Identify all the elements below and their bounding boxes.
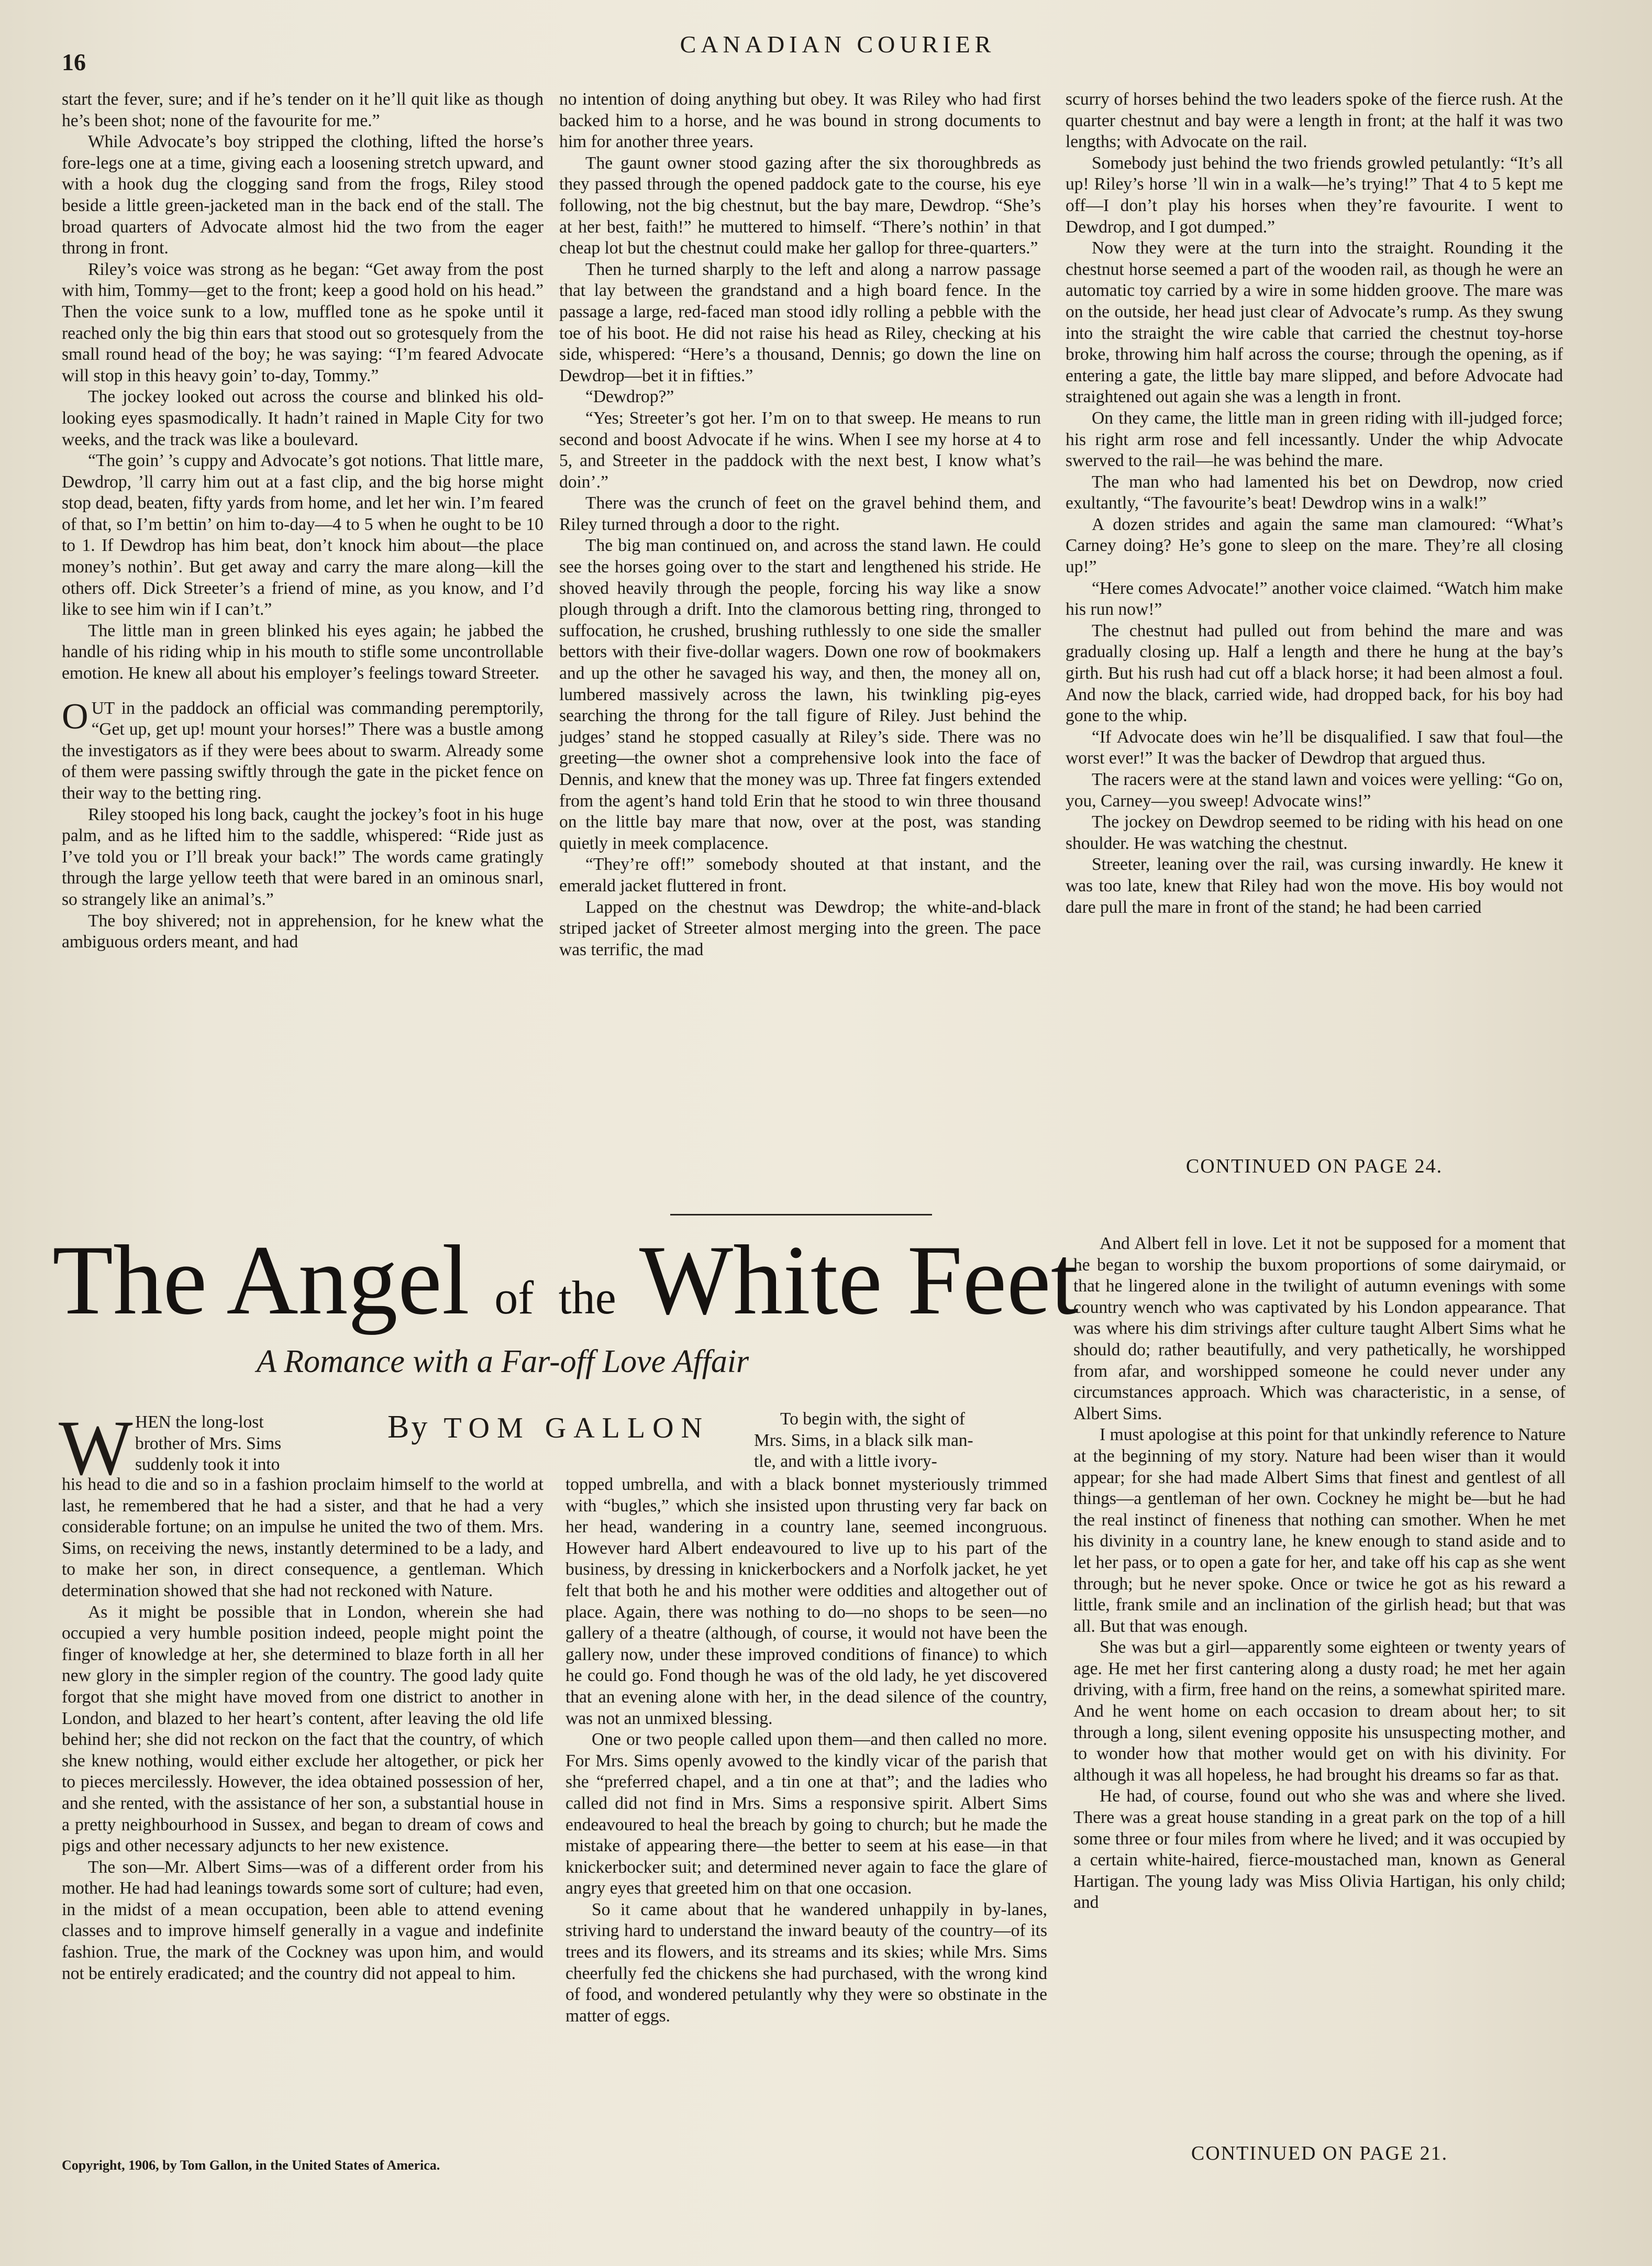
paragraph: The racers were at the stand lawn and voices were yelling: “Go on, you, Carney—you sweep! Advocate wins!” [1066,770,1563,811]
paragraph: The little man in green blinked his eyes again; he jabbed the handle of his riding whip in his mouth to stifle some uncontrollable emotion. He knew all about his employer’s feelings toward Streeter. [62,621,544,683]
paragraph: “If Advocate does win he’ll be disqualified. I saw that foul—the worst ever!” It was the backer of Dewdrop that argued thus. [1066,727,1563,768]
paragraph: So it came about that he wandered unhappily in by-lanes, striving hard to understand the inward beauty of the country—of its trees and its flowers, and its streams and its skies; while Mrs. Sims cheerfully fed the chickens she had purchased, with the wrong kind of food, and wondered petulantly why they were so obstinate in the matter of eggs. [566,1899,1047,2026]
paragraph: While Advocate’s boy stripped the clothing, lifted the horse’s fore-legs one at a time, giving each a loosening stretch upward, and with a hook dug the clogging sand from the frogs, Riley stood beside a little green-jacketed man in the back end of the stall. The broad quarters of Advocate almost hid the two from the eager throng in front. [62,132,544,258]
story-subtitle: A Romance with a Far-off Love Affair [257,1344,749,1379]
opening-line: HEN the long-lost [135,1412,264,1432]
story2-column-3 [1073,1233,1566,1914]
section-initial: O [62,696,88,737]
story1-column-2 [559,89,1041,960]
opening-line: tle, and with a little ivory- [754,1452,937,1472]
paragraph: start the fever, sure; and if he’s tender on it he’ll quit like as though he’s been shot; none of the favourite for me.” [62,90,544,130]
page-number: 16 [62,49,86,75]
paragraph: Now they were at the turn into the straight. Rounding it the chestnut horse seemed a part of the wooden rail, as though he were an automatic toy carried by a wire in some hidden groove. The mare was on the outside, her head just clear of Advocate’s rump. As they swung into the straight the wire cable that carried the chestnut toy-horse broke, throwing him half across the course; through the opening, as if entering a gate, the little bay mare slipped, and before Advocate had straightened out again she was a length in front. [1066,238,1563,407]
paragraph: “They’re off!” somebody shouted at that instant, and the emerald jacket fluttered in front. [559,855,1041,896]
opening-line: suddenly took it into [135,1455,280,1475]
paragraph: The big man continued on, and across the stand lawn. He could see the horses going over to the start and lengthened his stride. He shoved heavily through the people, forcing his way like a snow plough through a drift. Into the clamorous betting ring, thronged to suffocation, he crushed, brushing ruthlessly to one side the smaller bettors with their five-dollar wagers. Down one row of bookmakers and up the other he savaged his way, and then, the money all on, lumbered massively across the lawn, his twinkling pig-eyes searching the throng for the tall figure of Riley. Just behind the judges’ stand he stopped casually at Riley’s side. There was no greeting—the owner shot a comprehensive look into the face of Dennis, and knew that the money was up. Three fat fingers extended from the agent’s hand told Erin that he stood to win three thousand on the little bay mare that now, over at the post, was standing quietly in meek complacence. [559,536,1041,853]
opening-line: To begin with, the sight of [780,1409,966,1429]
section-paragraph [62,698,544,804]
paragraph: Lapped on the chestnut was Dewdrop; the white-and-black striped jacket of Streeter almost merging into the green. The pace was terrific, the mad [559,897,1041,959]
byline [387,1409,709,1446]
paragraph: He had, of course, found out who she was and where she lived. There was a great house standing in a great park on the top of a hill some three or four miles from where he lived; and it was occupied by a certain white-haired, fierce-moustached man, known as General Hartigan. The young lady was Miss Olivia Hartigan, his only child; and [1073,1786,1566,1913]
paragraph: On they came, the little man in green riding with ill-judged force; his right arm rose and fell incessantly. Under the whip Advocate swerved to the rail—he was behind the mare. [1066,408,1563,471]
continued-notice-story2: CONTINUED ON PAGE 21. [1191,2142,1448,2164]
story1-column-3 [1066,89,1563,918]
title-part: The Angel [52,1225,470,1335]
story2-column-2-top [754,1409,1047,1473]
paragraph: One or two people called upon them—and then called no more. For Mrs. Sims openly avowed to the kindly vicar of the parish that she “preferred chapel, and a tin one at that”; and the ladies who called did not find in Mrs. Sims a responsive spirit. Albert Sims endeavoured to heal the breach by going to church; but he made the mistake of appearing there—the better to seem at his ease—in that knickerbocker suit; and determined never again to face the glare of angry eyes that greeted him on that one occasion. [566,1730,1047,1898]
paragraph: “Here comes Advocate!” another voice claimed. “Watch him make his run now!” [1066,578,1563,620]
paragraph: I must apologise at this point for that unkindly reference to Nature at the beginning of my story. Nature had been wiser than it would appear; for she had made Albert Sims that finest and gentlest of all things—a gentleman of her own. Cockney he might be—but he had the real instinct of fineness that nothing can smother. When he met his divinity in a country lane, he knew enough to stand aside and to let her pass, or to open a gate for her, and take off his cap as she went through; but he never spoke. Once or twice he got as his reward a little, frank smile and an inclination of the girlish head; but that was all. But that was enough. [1073,1425,1566,1636]
divider-rule [670,1214,932,1215]
drop-initial: W [59,1405,133,1491]
paragraph: Streeter, leaning over the rail, was cursing inwardly. He knew it was too late, knew that Riley had won the move. His boy would not dare pull the mare in front of the stand; he had been carried [1066,855,1563,917]
paragraph: “Dewdrop?” [585,387,674,407]
paragraph: Somebody just behind the two friends growled petulantly: “It’s all up! Riley’s horse ’ll win in a walk—he’s trying!” That 4 to 5 kept me off—I don’t play his horses when they’re favourite. I went to Dewdrop, and I got dumped.” [1066,153,1563,237]
paragraph: The boy shivered; not in apprehension, for he knew what the ambiguous orders meant, and had [62,911,544,952]
story-title [52,1225,1079,1353]
paragraph: his head to die and so in a fashion proclaim himself to the world at last, he remembered that he had a sister, and that he had a very considerable fortune; on an impulse he united the two of them. Mrs. Sims, on receiving the news, instantly determined to be a lady, and to make her son, in direct consequence, a gentleman. Which determination showed that she had not reckoned with Nature. [62,1475,544,1600]
paragraph: “Yes; Streeter’s got her. I’m on to that sweep. He means to run second and boost Advocate if he wins. When I see my horse at 4 to 5, and Streeter in the paddock with the next best, I know what’s doin’.” [559,408,1041,492]
author-name: TOM GALLON [444,1412,709,1444]
title-part: the [558,1272,616,1324]
paragraph: And Albert fell in love. Let it not be supposed for a moment that he began to worship the buxom proportions of some dairymaid, or that he lingered alone in the twilight of autumn evenings with some country wench who was captivated by his London appearance. That was where his dim strivings after culture taught Albert Sims what he should do; rather beautifully, and very pathetically, he worshipped from afar, and worshipped someone he could never under any circumstances approach. Which was characteristic, in a sense, of Albert Sims. [1073,1234,1566,1423]
paragraph: A dozen strides and again the same man clamoured: “What’s Carney doing? He’s gone to sleep on the mare. They’re all closing up!” [1066,514,1563,577]
paragraph: She was but a girl—apparently some eighteen or twenty years of age. He met her first cantering along a dusty road; he met her again driving, with a firm, free hand on the reins, a somewhat spirited mare. And he went home on each occasion to dream about her; to sit through a long, silent evening opposite his unsuspecting mother, and to wonder how that mother would get on with his divinity. For although it was all hopeless, he had brought his dreams so far as that. [1073,1638,1566,1785]
paragraph: The jockey looked out across the course and blinked his old-looking eyes spasmodically. It hadn’t rained in Maple City for two weeks, and the track was like a boulevard. [62,387,544,449]
paragraph: Riley’s voice was strong as he began: “Get away from the post with him, Tommy—get to the front; keep a good hold on his head.” Then the voice sunk to a low, muffled tone as he spoke until it reached only the big thin ears that stood out so grotesquely from the small round head of the boy; he was saying: “I’m feared Advocate will stop in this heavy goin’ to-day, Tommy.” [62,259,544,385]
paragraph: no intention of doing anything but obey. It was Riley who had first backed him to a horse, and he was bound in strong documents to him for another three years. [559,90,1041,152]
story2-column-1 [62,1474,544,1984]
paragraph: topped umbrella, and with a black bonnet mysteriously trimmed with “bugles,” which she insisted upon thrusting very far back on her head, wandering in a country lane, seemed incongruous. However hard Albert endeavoured to live up to his part of the business, by dressing in knickerbockers and a Norfolk jacket, he yet felt that both he and his mother were oddities and altogether out of place. Again, there was nothing to do—no shops to be seen—no gallery of a theatre (although, of course, it would not have been the gallery now, under these improved conditions of finance) to which he could go. Fond though he was of the old lady, he yet discovered that an evening alone with her, in the dead silence of the country, was not an unmixed blessing. [566,1475,1047,1728]
copyright-notice: Copyright, 1906, by Tom Gallon, in the United States of America. [62,2158,440,2173]
story2-column-2 [566,1474,1047,2027]
paragraph: The chestnut had pulled out from behind the mare and was gradually closing up. Half a length and there he hung at the bay’s girth. But his rush had cut off a black horse; it had been almost a foul. And now the black, carried wide, had dropped back, for his boy had gone to the whip. [1066,621,1563,726]
byline-by: By [387,1409,430,1445]
story1-column-1 [62,89,544,953]
opening-line: Mrs. Sims, in a black silk man- [754,1430,973,1450]
opening-line: brother of Mrs. Sims [135,1433,282,1453]
running-head: CANADIAN COURIER [680,31,996,58]
section-text: UT in the paddock an official was commanding peremptorily, “Get up, get up! mount your horses!” There was a bustle among the investigators as if they were bees about to swarm. Already some of them were passing swiftly through the gate in the picket fence on their way to the betting ring. [62,698,544,803]
paragraph: The son—Mr. Albert Sims—was of a different order from his mother. He had had leanings towards some sort of culture; had even, in the midst of a mean occupation, been able to attend evening classes and to improve himself generally in a vague and indefinite fashion. True, the mark of the Cockney was upon him, and would not be entirely eradicated; and the country did not appeal to him. [62,1857,544,1983]
paragraph: scurry of horses behind the two leaders spoke of the fierce rush. At the quarter chestnut and bay were a length in front; at the half it was two lengths; with Advocate on the rail. [1066,90,1563,152]
title-part: of [494,1272,534,1324]
continued-notice-story1: CONTINUED ON PAGE 24. [1185,1155,1443,1177]
paragraph: The man who had lamented his bet on Dewdrop, now cried exultantly, “The favourite’s beat! Dewdrop wins in a walk!” [1066,472,1563,513]
paragraph: “The goin’ ’s cuppy and Advocate’s got notions. That little mare, Dewdrop, ’ll carry him out at a fast clip, and the big horse might stop dead, beaten, fifty yards from home, and let her win. I’m feared of that, so I’m bettin’ on him to-day—4 to 5 when he ought to be 10 to 1. If Dewdrop has him beat, don’t knock him about—the place money’s nothin’. But get away and carry the mare along—kill the others off. Dick Streeter’s a friend of mine, as you know, and I’d like to see him win if I can’t.” [62,451,544,620]
paragraph: As it might be possible that in London, wherein she had occupied a very humble position indeed, people might point the finger of knowledge at her, she determined to blaze forth in all her new glory in the simpler region of the country. The good lady quite forgot that she might have moved from one district to another in London, and blazed to her heart’s content, after leaving the old life behind her; she did not reckon on the fact that the country, of which she knew nothing, would either exclude her altogether, or pick her to pieces mercilessly. However, the idea obtained possession of her, and she rented, with the assistance of her son, a substantial house in a pretty neighbourhood in Sussex, and began to dream of cows and pigs and other necessary adjuncts to her new existence. [62,1602,544,1856]
paragraph: Riley stooped his long back, caught the jockey’s foot in his huge palm, and as he lifted him to the saddle, whispered: “Ride just as I’ve told you or I’ll break your back!” The words came gratingly through the large yellow teeth that were bared in an ominous snarl, so strangely like an animal’s.” [62,804,544,909]
paragraph: Then he turned sharply to the left and along a narrow passage that lay between the grandstand and a high board fence. In the passage a large, red-faced man stood idly rolling a pebble with the toe of his boot. He did not raise his head as Riley, checking at his side, whispered: “Here’s a thousand, Dennis; go down the line on Dewdrop—bet it in fifties.” [559,259,1041,385]
paragraph: There was the crunch of feet on the gravel behind them, and Riley turned through a door to the right. [559,493,1041,534]
title-part: White Feet [639,1225,1079,1335]
paragraph: The gaunt owner stood gazing after the six thoroughbreds as they passed through the opened paddock gate to the course, his eye following, not the big chestnut, but the bay mare, Dewdrop. “She’s at her best, faith!” he muttered to himself. “There’s nothin’ in that cheap lot but the chestnut could make her gallop for three-quarters.” [559,153,1041,258]
paragraph: The jockey on Dewdrop seemed to be riding with his head on one shoulder. He was watching the chestnut. [1066,812,1563,853]
opening-lines [135,1412,386,1476]
